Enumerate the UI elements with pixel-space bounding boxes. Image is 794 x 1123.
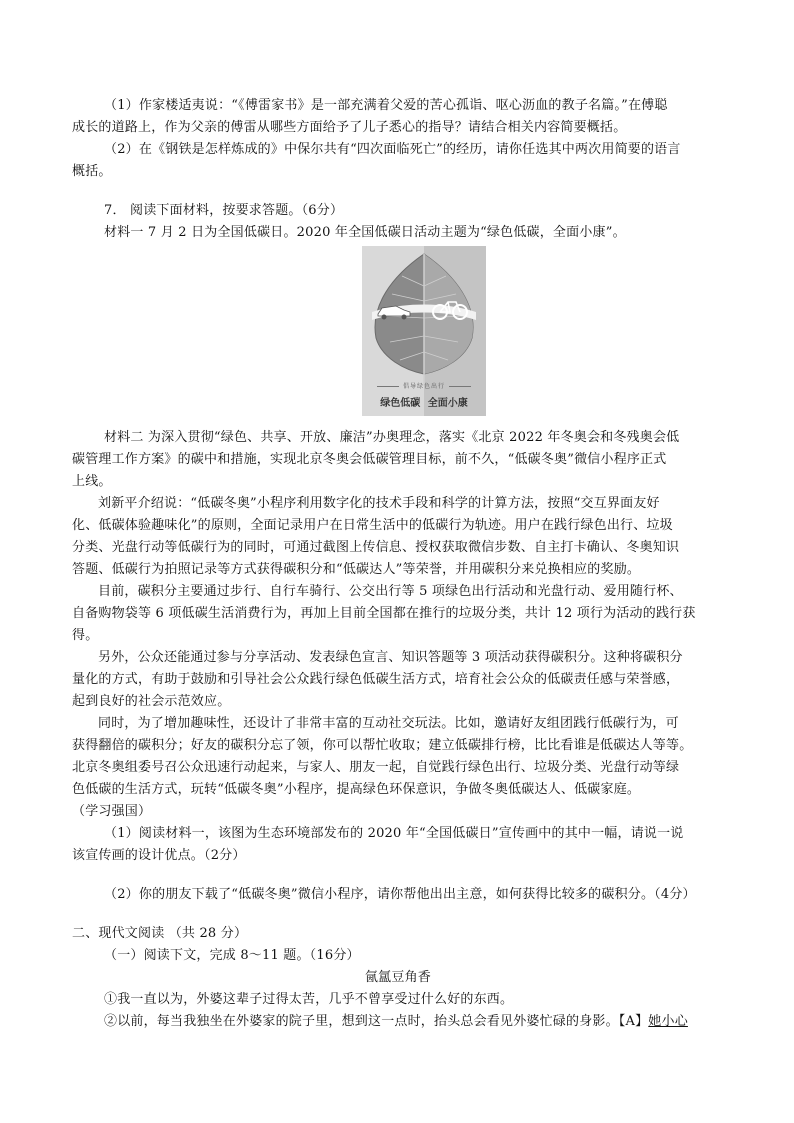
para-b-line3: 得。 [72, 628, 99, 643]
q7-header: 7． 阅读下面材料，按要求答题。（6分） [104, 203, 344, 218]
para-c-line3: 起到良好的社会示范效应。 [72, 694, 231, 709]
poster-title [362, 394, 486, 409]
low-carbon-poster [362, 246, 486, 416]
q7-material2-line1: 材料二 为深入贯彻“绿色、共享、开放、廉洁”办奥理念，落实《北京 2022 年冬奥会和冬残奥会低 [104, 430, 680, 445]
q7-material2-line3: 上线。 [72, 474, 112, 489]
para-a-line4: 答题、低碳行为拍照记录等方式获得碳积分和“低碳达人”等荣誉，并用碳积分来兑换相应的奖励。 [72, 562, 641, 577]
q7-sub1-line2: 该宣传画的设计优点。（2分） [72, 848, 246, 863]
para-d-line4: 色低碳的生活方式，玩转“低碳冬奥”小程序，提高绿色环保意识，争做冬奥低碳达人、低碳家庭。 [72, 782, 641, 797]
article-para2 [104, 1013, 724, 1031]
para-d-line3: 北京冬奥组委号召公众迅速行动起来，与家人、朋友一起，自觉践行绿色出行、垃圾分类、光盘行动等绿 [72, 760, 680, 775]
para-b-line1: 目前，碳积分主要通过步行、自行车骑行、公交出行等 5 项绿色出行活动和光盘行动、爱用随行杯、 [98, 584, 683, 599]
q6-sub1-line1: （1）作家楼适夷说：“《傅雷家书》是一部充满着父爱的苦心孤诣、呕心沥血的教子名篇。”在傅聪 [104, 98, 668, 113]
article-title: 氤氲豆角香 [364, 970, 431, 985]
para-d-line2: 获得翻倍的碳积分；好友的碳积分忘了领，你可以帮忙收取；建立低碳排行榜，比比看谁是低碳达人等等。 [72, 738, 693, 753]
para-a-line1: 刘新平介绍说：“低碳冬奥”小程序利用数字化的技术手段和科学的计算方法，按照“交互界面友好 [98, 496, 660, 511]
para-a-line3: 分类、光盘行动等低碳行为的同时，可通过截图上传信息、授权获取微信步数、自主打卡确认、冬奥知识 [72, 540, 680, 555]
section2-header: 二、现代文阅读 （共 28 分） [72, 926, 248, 941]
para-a-line2: 化、低碳体验趣味化”的原则，全面记录用户在日常生活中的低碳行为轨迹。用户在践行绿色出行、垃圾 [72, 518, 673, 533]
poster-title-right: 全面小康 [427, 398, 468, 409]
source-label: （学习强国） [72, 804, 152, 819]
para-c-line1: 另外，公众还能通过参与分享活动、发表绿色宣言、知识答题等 3 项活动获得碳积分。这种将碳积分 [98, 650, 683, 665]
q7-sub1-line1: （1）阅读材料一，该图为生态环境部发布的 2020 年“全国低碳日”宣传画中的其中一幅，请说一说 [104, 826, 684, 841]
q6-sub2-line1: （2）在《钢铁是怎样炼成的》中保尔共有“四次面临死亡”的经历，请你任选其中两次用简要的语言 [104, 142, 681, 157]
article-para1: ①我一直以为，外婆这辈子过得太苦，几乎不曾享受过什么好的东西。 [104, 992, 514, 1007]
leaf-illustration [362, 246, 486, 416]
article-para2-underlined: 她小心 [648, 1014, 688, 1029]
q6-sub1-line2: 成长的道路上，作为父亲的傅雷从哪些方面给予了儿子悉心的指导？请结合相关内容简要概括。 [72, 120, 627, 135]
q6-sub2-line2: 概括。 [72, 164, 112, 179]
article-para2-text: ②以前，每当我独坐在外婆家的院子里，想到这一点时，抬头总会看见外婆忙碌的身影。【A】 [104, 1014, 649, 1029]
section2-subheader: （一）阅读下文，完成 8～11 题。（16分） [104, 948, 360, 963]
para-b-line2: 自备购物袋等 6 项低碳生活消费行为，再加上目前全国都在推行的垃圾分类，共计 12 项行为活动的践行获 [72, 606, 696, 621]
q7-sub2: （2）你的朋友下载了“低碳冬奥”微信小程序，请你帮他出出主意，如何获得比较多的碳积分。（4分） [104, 887, 696, 902]
poster-title-left: 绿色低碳 [380, 398, 421, 409]
q7-material1: 材料一 7 月 2 日为全国低碳日。2020 年全国低碳日活动主题为“绿色低碳，全面小康”。 [104, 225, 626, 240]
para-d-line1: 同时，为了增加趣味性，还设计了非常丰富的互动社交玩法。比如，邀请好友组团践行低碳行为，可 [98, 716, 679, 731]
poster-caption: 倡导绿色出行 [362, 381, 486, 390]
para-c-line2: 量化的方式，有助于鼓励和引导社会公众践行绿色低碳生活方式，培育社会公众的低碳责任感与荣誉感， [72, 672, 680, 687]
q7-material2-line2: 碳管理工作方案》的碳中和措施，实现北京冬奥会低碳管理目标，前不久，“低碳冬奥”微信小程序正式 [72, 452, 667, 467]
